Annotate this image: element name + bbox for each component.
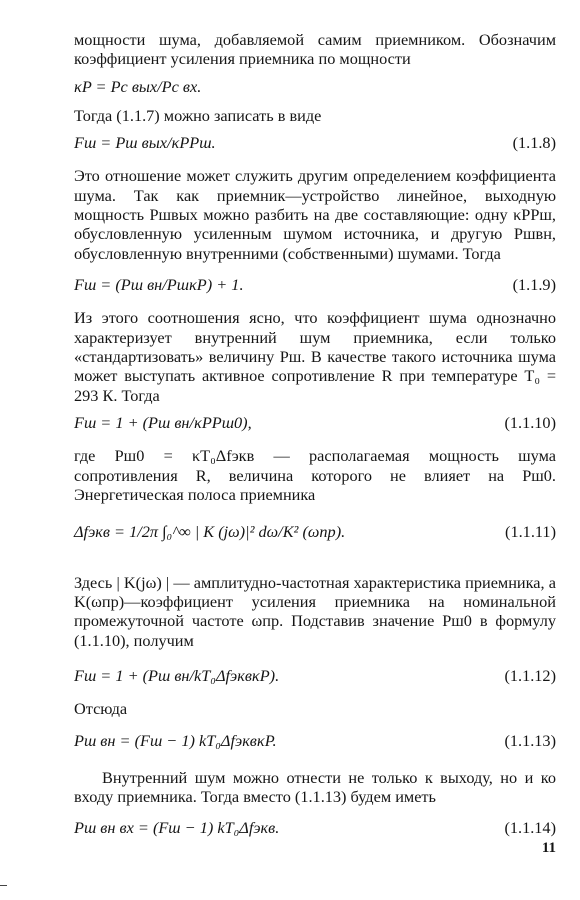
paragraph-5: где Pш0 = κT₀Δfэкв — располагаемая мощность шума сопротивления R, величина которого не влияет на Pш0. Энергетическая полоса приемника bbox=[74, 446, 556, 505]
equation-1-1-10 bbox=[74, 413, 556, 434]
paragraph-8: Внутренний шум можно отнести не только к выходу, но и ко входу приемника. Тогда вместо (1.1.13) будем иметь bbox=[74, 767, 556, 806]
page-number: 11 bbox=[541, 840, 556, 856]
equation-1-1-9 bbox=[74, 275, 556, 296]
equation-number: (1.1.13) bbox=[504, 730, 556, 750]
margin-mark bbox=[0, 885, 7, 886]
equation-formula: Pш вн = (Fш − 1) kT₀ΔfэквκP. bbox=[74, 730, 277, 750]
equation-1-1-13 bbox=[74, 731, 556, 752]
equation-formula: Fш = 1 + (Pш вн/kT₀ΔfэквκP). bbox=[74, 666, 280, 686]
equation-formula: Fш = (Pш вн/PшκP) + 1. bbox=[74, 275, 244, 295]
equation-1-1-12 bbox=[74, 666, 556, 687]
equation-1-1-11 bbox=[74, 505, 556, 557]
paragraph-4: Из этого соотношения ясно, что коэффициент шума однозначно характеризует внутренний шум приемника, если только «стандартизовать» величину Pш. В качестве такого источника шума может выступать активное сопротивление R при температуре T₀ = 293 К. Тогда bbox=[74, 308, 556, 405]
equation-number: (1.1.14) bbox=[504, 818, 556, 838]
equation-gain bbox=[74, 77, 556, 98]
paragraph-7: Отсюда bbox=[74, 699, 128, 719]
paragraph-3: Это отношение может служить другим определением коэффициента шума. Так как приемник—устройство линейное, выходную мощность Pшвых можно разбить на две составляющие: одну κPPш, обусловленную усиленным шумом источника, и другую Pшвн, обусловленную внутренними (собственными) шумами. Тогда bbox=[74, 166, 556, 263]
paragraph-6: Здесь | K(jω) | — амплитудно-частотная характеристика приемника, а K(ωпр)—коэффициент усиления приемника на номинальной промежуточной частоте ωпр. Подставив значение Pш0 в формулу (1.1.10), получим bbox=[74, 572, 556, 650]
paragraph-1: мощности шума, добавляемой самим приемником. Обозначим коэффициент усиления приемника по мощности bbox=[74, 30, 556, 69]
equation-number: (1.1.10) bbox=[504, 413, 556, 433]
equation-formula: Pш вн вх = (Fш − 1) kT₀Δfэкв. bbox=[74, 818, 280, 838]
equation-formula: Δfэкв = 1/2π ∫₀^∞ | K (jω)|² dω/K² (ωпр). bbox=[74, 521, 346, 541]
equation-1-1-8 bbox=[74, 133, 556, 154]
equation-1-1-14 bbox=[74, 818, 556, 839]
equation-number: (1.1.9) bbox=[512, 275, 556, 295]
equation-formula: κP = Pс вых/Pс вх. bbox=[74, 76, 202, 96]
equation-formula: Fш = Pш вых/κPPш. bbox=[74, 133, 216, 153]
book-page bbox=[74, 30, 556, 839]
equation-number: (1.1.12) bbox=[504, 666, 556, 686]
equation-number: (1.1.11) bbox=[505, 521, 556, 541]
equation-number: (1.1.8) bbox=[512, 133, 556, 153]
paragraph-2: Тогда (1.1.7) можно записать в виде bbox=[74, 105, 322, 125]
equation-formula: Fш = 1 + (Pш вн/κPPш0), bbox=[74, 413, 252, 433]
